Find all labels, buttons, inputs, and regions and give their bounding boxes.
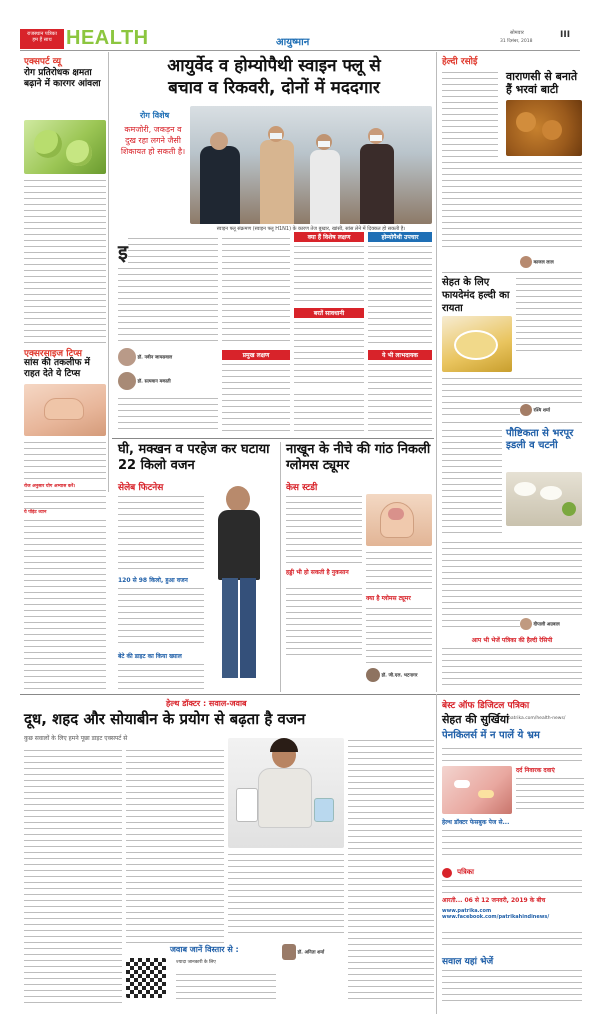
qa-qr-code bbox=[126, 958, 166, 998]
right-ask-text bbox=[442, 646, 582, 690]
patrika-brand-bar bbox=[442, 862, 582, 876]
main-box-red: क्या हैं विशेष लक्षण bbox=[294, 232, 364, 242]
nail-photo bbox=[366, 494, 432, 546]
qa-top-rule bbox=[20, 694, 580, 695]
main-doctor-1-name: डॉ. नवीन जायसवाल bbox=[137, 355, 173, 361]
right-rule-1 bbox=[442, 272, 582, 273]
main-col-a-text bbox=[118, 236, 218, 346]
left-section-exercise: एक्सरसाइज टिप्स bbox=[24, 349, 83, 359]
nail-sub1: हड्डी भी हो सकती है नुकसान bbox=[286, 569, 349, 576]
ghee-text-2 bbox=[118, 586, 204, 646]
right-section-kitchen: हेल्दी रसोई bbox=[442, 57, 478, 67]
main-box-red-text bbox=[294, 244, 364, 304]
ghee-text-1 bbox=[118, 494, 204, 574]
idli-photo bbox=[506, 472, 582, 526]
patrika-q1-text bbox=[516, 776, 584, 812]
patrika-big-text bbox=[442, 746, 582, 764]
health-brand: HEALTH bbox=[66, 27, 149, 49]
qa-tag: हेल्थ डॉक्टर : सवाल-जवाब bbox=[166, 699, 247, 708]
main-headline-line1: आयुर्वेद व होम्योपैथी स्वाइन फ्लू से bbox=[167, 56, 381, 76]
ghee-box-text bbox=[118, 662, 204, 692]
patrika-head: बेस्ट ऑफ डिजिटल पत्रिका bbox=[442, 701, 530, 711]
nail-text-2 bbox=[366, 550, 432, 590]
ghee-headline: घी, मक्खन व परहेज कर घटाया 22 किलो वजन bbox=[118, 442, 270, 473]
top-rule bbox=[20, 50, 580, 51]
main-col-a-extra bbox=[118, 396, 218, 434]
qa-more-text bbox=[176, 972, 276, 1004]
right-head-idli: पौष्टिकता से भरपूर इडली व चटनी bbox=[506, 428, 574, 451]
main-box-blue-text bbox=[368, 244, 432, 348]
qa-intro: कुछ सवालों के लिए हमने पूछा डाइट एक्सपर्ट से bbox=[24, 735, 128, 742]
patrika-brand-text bbox=[442, 878, 582, 894]
paper-sub: हम हैं साथ bbox=[32, 37, 52, 43]
main-col-c-extra bbox=[294, 392, 364, 432]
ghee-nail-rule bbox=[280, 442, 281, 692]
patrika-logo-icon bbox=[442, 868, 452, 878]
main-box-blue: होम्योपैथी उपचार bbox=[368, 232, 432, 242]
main-pullquote: कमजोरी, जकड़न व दुख रहा लगने जैसी शिकायत हो सकती है। bbox=[120, 125, 186, 156]
patrika-rule bbox=[436, 694, 437, 1014]
nail-sub2: क्या है ग्लोमस ट्यूमर bbox=[366, 595, 411, 602]
qa-more: ज्यादा जानकारी के लिए bbox=[176, 960, 216, 965]
right-head-baati: वाराणसी से बनाते हैं भरवां बाटी bbox=[506, 70, 578, 96]
nail-text-3 bbox=[286, 586, 362, 656]
right-idli-ingredients bbox=[442, 428, 502, 538]
patrika-q2: हेल्थ डॉक्टर फेसबुक पेज से... bbox=[442, 819, 510, 826]
left-tip: ये पॉइंट ध्यान bbox=[24, 510, 106, 516]
nail-text-1 bbox=[286, 494, 362, 564]
right-column-rule bbox=[436, 52, 437, 692]
main-col-b-text bbox=[222, 236, 290, 346]
main-sub-b-text bbox=[294, 320, 364, 388]
breath-text bbox=[24, 440, 106, 560]
breathing-hands-photo bbox=[24, 384, 106, 436]
left-head-breath: सांस की तकलीफ में राहत देते ये टिप्स bbox=[24, 358, 90, 379]
left-head-amla: रोग प्रतिरोधक क्षमता बढ़ाने में कारगर आंवला bbox=[24, 68, 101, 89]
ghee-tag: सेलेब फिटनेस bbox=[118, 483, 164, 493]
main-sub-b: बरतें सावधानी bbox=[294, 308, 364, 318]
main-headline-line2: बचाव व रिकवरी, दोनों में मददगार bbox=[168, 78, 380, 98]
main-big-initial: इ bbox=[118, 240, 128, 264]
nail-doctor-name: डॉ. जी.एल. भटनागर bbox=[381, 673, 418, 679]
left-quote: रोज अनुसार योग अभ्यास करें। bbox=[24, 484, 106, 490]
page-number: III bbox=[560, 30, 571, 40]
ghee-celeb-photo bbox=[206, 480, 276, 690]
main-doctor-2-name: डॉ. सत्यवान मकाती bbox=[137, 379, 171, 385]
main-photo-caption: स्वाइन फ्लू संक्रमण (स्वाइन फ्लू H1N1) के कारण तेज बुखार, खांसी, सांस लेने में दिक्कत हो सकती है। bbox=[216, 226, 406, 232]
amla-text bbox=[24, 178, 106, 338]
right-baati-ingredients bbox=[442, 70, 498, 158]
left-extra-text bbox=[24, 560, 106, 690]
right-name-1 bbox=[520, 256, 582, 268]
main-sub-a: प्रमुख लक्षण bbox=[222, 350, 290, 360]
patrika-big-head: पेनकिलर्स में न पालें ये भ्रम bbox=[442, 730, 540, 741]
left-section-expert: एक्सपर्ट व्यू bbox=[24, 57, 61, 67]
issue-date: 31 दिसंबर, 2018 bbox=[500, 39, 533, 44]
patrika-site[interactable]: patrika.com/health-news/ bbox=[508, 716, 566, 721]
main-sub-c: ये भी लाभदायक bbox=[368, 350, 432, 360]
qa-woman-photo bbox=[228, 738, 344, 848]
qa-col-4 bbox=[348, 738, 434, 1004]
qa-col-3 bbox=[228, 852, 344, 936]
right-name-2-text: रश्मि शर्मा bbox=[533, 408, 550, 414]
ghee-sub: 120 से 98 किलो, हुआ वजन bbox=[118, 577, 188, 584]
nail-text-4 bbox=[366, 606, 432, 666]
main-bottom-rule bbox=[112, 438, 434, 439]
patrika-sub: सेहत की सुर्खियां bbox=[442, 713, 510, 726]
qa-doctor-name: डॉ. अनिता शर्मा bbox=[297, 950, 325, 956]
qa-col-1 bbox=[24, 748, 122, 1004]
right-name-1-text: काजल लाल bbox=[533, 260, 554, 266]
qa-col-2 bbox=[126, 748, 224, 948]
left-rule-1 bbox=[24, 342, 106, 343]
nail-doctor bbox=[366, 668, 432, 682]
patrika-links-text bbox=[442, 930, 582, 950]
main-sub-a-text bbox=[222, 362, 290, 432]
nail-tag: केस स्टडी bbox=[286, 483, 318, 493]
raita-photo bbox=[442, 316, 512, 372]
right-name-2 bbox=[520, 404, 582, 416]
main-tag: रोग विशेष bbox=[140, 111, 170, 120]
main-doctor-1 bbox=[118, 348, 218, 366]
right-idli-method bbox=[442, 540, 582, 630]
amla-photo bbox=[24, 120, 106, 174]
nail-headline: नाखून के नीचे की गांठ निकली ग्लोमस ट्यूमर bbox=[286, 442, 431, 473]
patrika-event: आरती... 06 से 12 जनवरी, 2019 के बीच bbox=[442, 897, 546, 904]
right-baati-method bbox=[442, 160, 582, 250]
main-sub-c-text bbox=[368, 362, 432, 432]
ayushman-label: आयुष्मान bbox=[276, 37, 310, 48]
main-doctor-2 bbox=[118, 372, 218, 390]
patrika-qhead-text bbox=[442, 968, 582, 1004]
patrika-brand: पत्रिका bbox=[457, 868, 474, 876]
qa-doctor bbox=[282, 944, 346, 960]
paper-logo bbox=[20, 29, 64, 49]
patrika-qhead: सवाल यहां भेजें bbox=[442, 957, 494, 967]
patrika-pills-photo bbox=[442, 766, 512, 814]
issue-day: सोमवार bbox=[510, 30, 524, 36]
patrika-q1: दर्द निवारक दवाएं bbox=[516, 767, 555, 774]
right-raita-ingredients bbox=[516, 276, 582, 356]
right-name-3 bbox=[520, 618, 582, 630]
right-head-raita: सेहत के लिए फायदेमंद हल्दी का रायता bbox=[442, 277, 510, 314]
qa-cta: जवाब जानें विस्तार से : bbox=[170, 945, 239, 954]
qa-headline: दूध, शहद और सोयाबीन के प्रयोग से बढ़ता है वजन bbox=[24, 710, 306, 728]
right-ask: आप भी भेजें पत्रिका की हैल्दी रेसिपी bbox=[471, 637, 553, 644]
right-rule-2 bbox=[442, 422, 582, 423]
baati-photo bbox=[506, 100, 582, 156]
main-photo-masked-people bbox=[190, 106, 432, 224]
patrika-links[interactable]: www.patrika.com www.facebook.com/patrikahindinews/ bbox=[442, 908, 550, 920]
paper-name: राजस्थान पत्रिका bbox=[27, 31, 57, 37]
left-column-rule bbox=[108, 52, 109, 492]
masthead bbox=[0, 0, 597, 54]
right-name-3-text: दीपाली अग्रवाल bbox=[533, 622, 560, 628]
patrika-q2-text bbox=[442, 828, 582, 858]
ghee-box-head: बेटे की डाइट का किया ख्याल bbox=[118, 653, 182, 660]
